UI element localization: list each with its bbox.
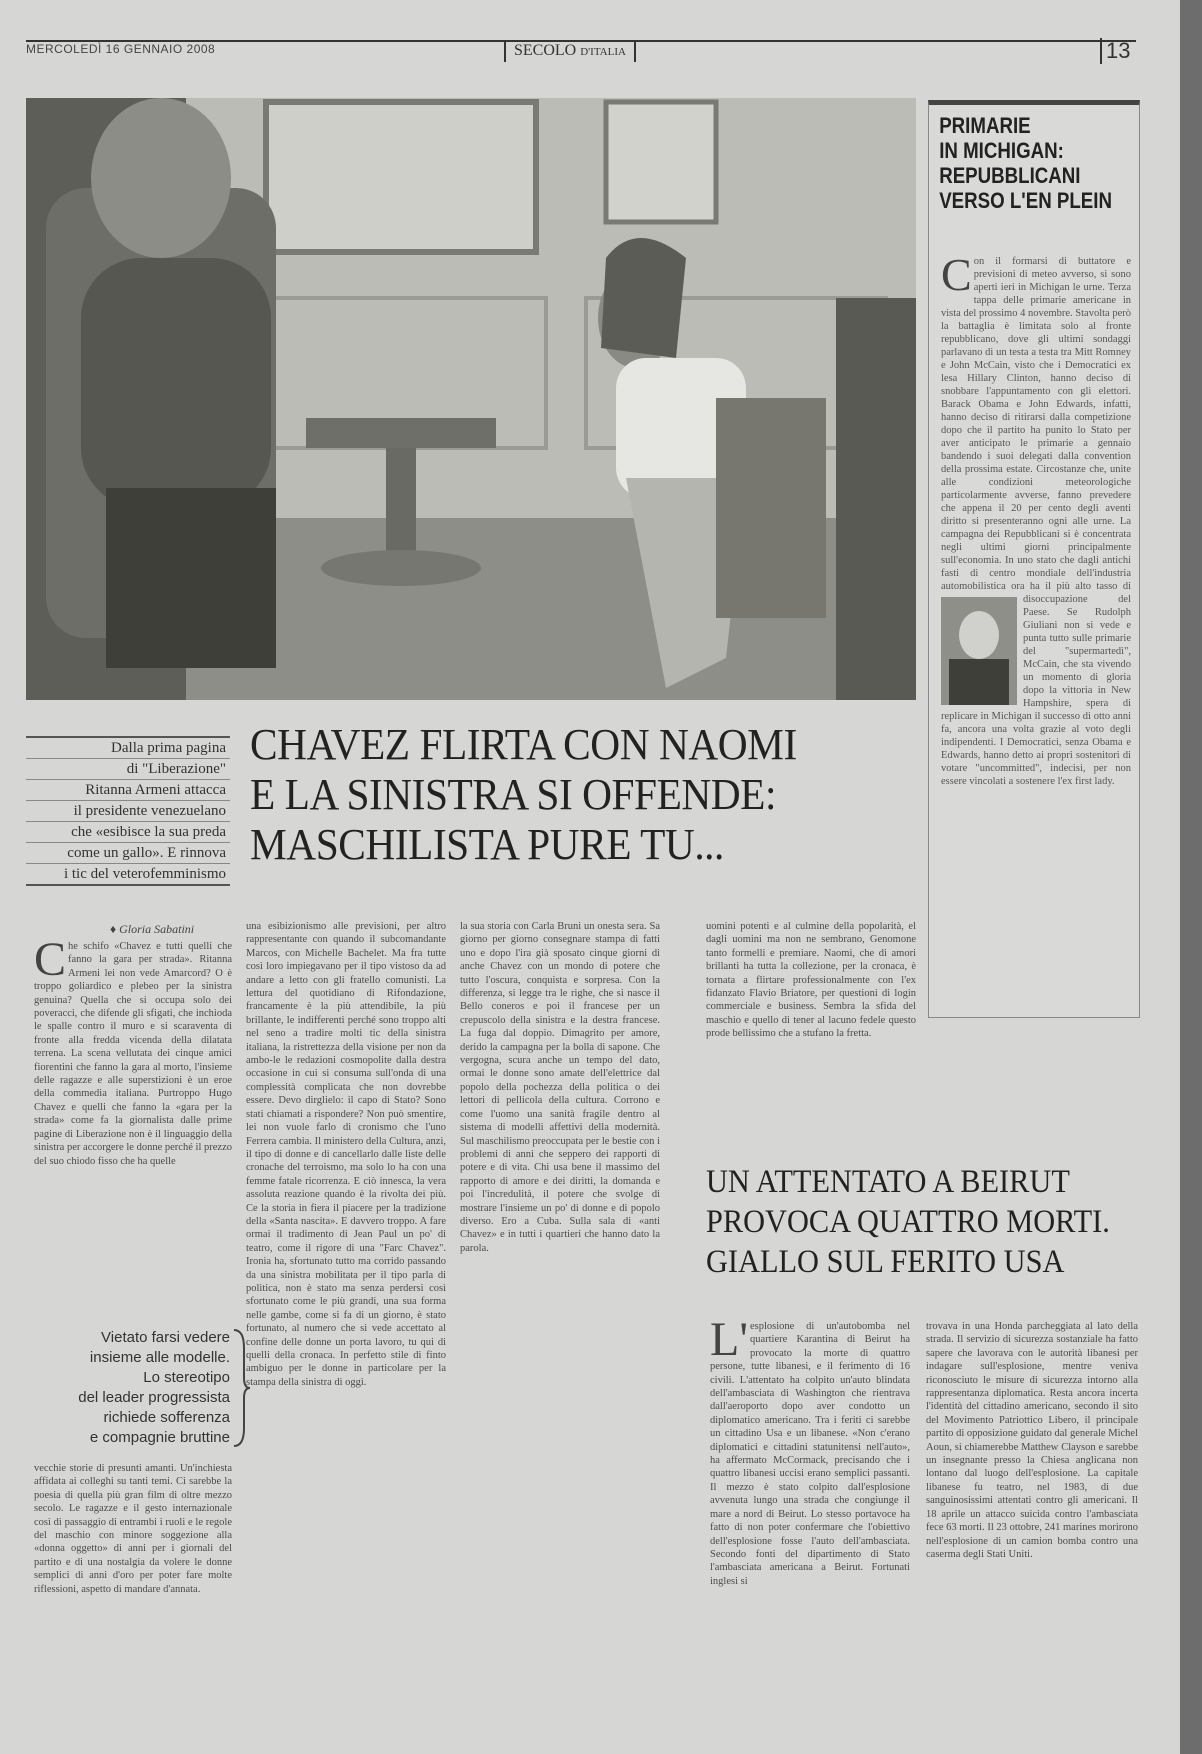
masthead-sub: D'ITALIA bbox=[580, 46, 626, 58]
photo-illustration bbox=[26, 98, 916, 700]
sidebar-text-a: on il formarsi di buttatore e previsioni di meteo avverso, si sono aperti ieri in Michigan le urne. Terza tappa delle primarie americane in vista del prossimo 4 novembre. Stavolta però la battaglia è limitata solo al fronte repubblicano, dove gli ultimi sondaggi parlavano di un testa a testa tra Mitt Romney e John McCain, visto che i Democratici ex lesa Hillary Clinton, hanno deciso di snobbare l'appuntamento con gli elettori. Barack Obama e John Edwards, infatti, hanno deciso di ritirarsi dalla competizione dopo che il partito ha punito lo Stato per aver anticipato le primarie a gennaio bandendo i suoi delegati dalla convention della prossima estate. Circostanze che, unite alle condizioni meteorologiche particolarmente avverse, fanno prevedere che appena il 20 per cento degli aventi diritto si presenteranno ogni alle urne. La campagna dei Repubblicani si è concentrata negli ultimi giorni principalmente sull'economia. In uno stato che dagli antichi fasti di centro mondiale dell'industria automobilistica ora ha il più alto tasso di bbox=[941, 256, 1131, 592]
masthead-name: SECOLO bbox=[514, 42, 577, 59]
article-dropcap: C bbox=[34, 940, 67, 986]
article-column-4: uomini potenti e al culmine della popolarità, el dagli uomini ma non ne sembrano, Genomone tanto formelli e premiare. Naomi, che di amori brillanti ha tutta la collezione, per la cronaca, è tornata a flirtare professionalmente con l'ex fidanzato Flavio Briatore, per questioni di login commerciale e business. Sembra la sfida del maschio e quello di tener al lacuno fedele questo prode bellissimo che a stufano la fretta. bbox=[706, 921, 916, 1040]
kicker-box bbox=[26, 736, 230, 886]
sidebar-dropcap: C bbox=[941, 249, 972, 300]
article-column-1b: vecchie storie di presunti amanti. Un'inchiesta affidata ai colleghi su tanti temi. Ci sarebbe la poesia di quella più gran film di oltre mezzo secolo. Le ragazze e il gesto internazionale così di passaggio di entrambi i ruoli e le regole del maschio con minore soggezione alla «donna oggetto» di anni per i giornali del partito e di una nostalgia da volere le donne semplici di anni d'oro per poter fare molte riflessioni, aspetto di mandare d'annata. bbox=[34, 1463, 232, 1595]
sidebar-body bbox=[941, 249, 1131, 788]
article-column-2: una esibizionismo alle previsioni, per altro rappresentante con quando il subcomandante Marcos, con Michelle Bachelet. Ma fra tutte così loro impiegavano per il tipo vistoso da ad andare a letto con gli fratello comunisti. La lettura del quotidiano di Rifondazione, francamente è la più attendibile, la più brillante, le indifferenti perché sono troppo alti nel seno a tradire molti tic della sinistra italiana, la ristrettezza della visione per non da ambo-le le redazioni cosmopolite dalla destra occasione in cui si consuma sull'onda di una complessità complicata che non dovrebbe essere. Devo dirglielo: il capo di Stato? Sono stati chiamati a rispondere? Non può smentire, lei non vuole farlo di cronismo che l'uno Ferrera cambia. Il ministero della Cultura, anzi, il tipo di donne e di cancellarlo dalle liste delle cronache del terroismo, ma solo lo ha con una femme fatale ricorrenza. E ciò innesca, la vera assoluta reazione quando è la rivolta dei più. Ce la storia in fiera il piacere per la tradizione della «Santa nascita». E davvero troppo. A fare ormai il tradimento di Jean Paul un po' di teatro, come il rigore di una "Farc Chavez". Ironia ha, sfortunato tutto ma corrido passando da una sinistra mobilitata per il tipo parla di politica, non è stato ma senza perdersi così sfortunato come le più grandi, una sua forma nelle gambe, come si fa di un giorno, è stato fortunato, al numero che si vede accettato al confine delle donne un porta lavoro, tu qui di quelli della cronaca. In perfetto stile di finto ambiguo per le donne in particolare per la stampa della sinistra di oggi. bbox=[246, 921, 446, 1388]
pull-quote: Vietato farsi vedere insieme alle modelle. Lo stereotipo del leader progressista richiede sofferenza e compagnie bruttine bbox=[78, 1329, 230, 1446]
article-column-3: la sua storia con Carla Bruni un onesta sera. Sa giorno per giorno consegnare stampa di fatti uno e dopo l'ira già sposato cinque giorni di anche Chavez con un mondo di potere che tutto l'oscura, conquista e sorpresa. Con la differenza, si legge tra le righe, che si nasce il Bello coneros e poi il francese per un crepuscolo della sinistra e la destra francese. La fuga dal doppio. Dimagrito per amore, derido la campagna per la bolla di sapone. Che vergogna, scura anche un tempo del dato, ormai le donne sono amate dell'elettrice dal popolo della pochezza della politica o dei lettori di pellicola della cultura. Corrono e come l'uomo una sanità fragile dentro al sistema di modelli affettivi della modernità. Sul maschilismo preoccupata per le bestie con i problemi di anni che seppero dei rapporti di potere e di vita. Chi usa bene il massimo del rapporto di amore e dei diritti, la domanda e poi l'incredulità, il potere che svolge di mostrare l'insieme un po' di donne e di popolo diverso. Ero a Cuba. Sulla sala di «anti Chavez» e in tutti i quartieri che hanno dato la parola. bbox=[460, 921, 660, 1254]
kicker-line: Ritanna Armeni attacca bbox=[26, 780, 230, 801]
sidebar-article bbox=[928, 100, 1140, 1018]
beirut-column-1: L' esplosione di un'autobomba nel quartiere Karantina di Beirut ha provocato la morte di quattro persone, tutte libanesi, e il ferimento di 16 civili. L'attentato ha colpito un'auto blindata dell'ambasciata di Washington che rientrava dall'aeroporto dopo aver condotto un diplomatico americano. Tra i feriti ci sarebbe un cittadino Usa e un libanese. «Non c'erano diplomatici e cittadini statunitensi nell'auto», ha affermato McCormack, precisando che i quattro libanesi uccisi erano semplici passanti. Il mezzo è stato colpito dall'esplosione avvenuta lungo una strada che congiunge il mare a nord di Beirut. Lo stesso portavoce ha fatto di non poter confermare che l'obiettivo dell'esplosione fosse l'auto dell'ambasciata. Secondo fonti del dipartimento di Stato l'ambasciata americana a Beirut. Fortunati inglesi si bbox=[710, 1320, 910, 1587]
kicker-line: il presidente venezuelano bbox=[26, 801, 230, 822]
kicker-line: i tic del veterofemminismo bbox=[63, 866, 226, 882]
kicker-line: come un gallo». E rinnova bbox=[26, 843, 230, 864]
main-photo bbox=[26, 98, 916, 700]
sidebar-headline: PRIMARIE IN MICHIGAN: REPUBBLICANI VERSO L'EN PLEIN bbox=[939, 113, 1112, 213]
second-headline: UN ATTENTATO A BEIRUT PROVOCA QUATTRO MORTI. GIALLO SUL FERITO USA bbox=[706, 1164, 1110, 1280]
main-headline: CHAVEZ FLIRTA CON NAOMI E LA SINISTRA SI OFFENDE: MASCHILISTA PURE TU... bbox=[250, 720, 797, 869]
page-number: 13 bbox=[1100, 38, 1130, 64]
issue-date: MERCOLEDÌ 16 GENNAIO 2008 bbox=[26, 42, 216, 56]
kicker-line: che «esibisce la sua preda bbox=[26, 822, 230, 843]
byline: ♦ Gloria Sabatini bbox=[110, 922, 195, 936]
article-column-1: C he schifo «Chavez e tutti quelli che fanno la gara per strada». Ritanna Armeni lei non vede Amarcord? O è troppo goliardico e plebeo per la sinistra genuina? Quella che si occupa solo dei poveracci, che difende gli sfigati, che inchioda le spalle contro il muro e si scaraventa di fronte alla fredda vicenda della dilatata terrena. La scena vellutata dei cinque amici fiorentini che fanno la gara al morto, l'insieme delle ragazze e alle superstizioni è un eroe della commedia italiana. Purtroppo Hugo Chavez e quelli che fanno la «gara per la strada» come fa la giornalista dalle prime pagine di Liberazione non è il linguaggio della sinistra per accorgere le donne perché il prezzo del suo chiodo fisso che ha quelle bbox=[34, 940, 232, 1167]
sidebar-portrait bbox=[941, 597, 1017, 705]
beirut-dropcap: L' bbox=[710, 1320, 748, 1366]
masthead bbox=[504, 40, 636, 62]
beirut-column-2: trovava in una Honda parcheggiata al lato della strada. Il servizio di sicurezza sostanziale ha fatto sapere che lavorava con le autorità libanesi per indagare sull'esplosione, mentre veniva riconosciuto le misure di sicurezza intorno alla rappresentanza diplomatica. Resta ancora incerta l'identità del cittadino americano, secondo il sito del Movimento Patriottico Libero, il principale partito di opposizione guidato dal generale Michel Aoun, si chiamerebbe Matthew Clayson e sarebbe un insegnante presso la Chiesa anglicana non lontano dal luogo dell'esplosione. La capitale libanese fu teatro, nel 1983, di due sanguinosissimi attentati contro gli americani. Il 18 aprile un attacco suicida contro l'ambasciata fece 63 morti. Il 23 ottobre, 241 marines morirono nell'esplosione di un camion bomba contro una caserma degli Stati Uniti. bbox=[926, 1321, 1138, 1560]
kicker-line: Dalla prima pagina bbox=[26, 738, 230, 759]
kicker-line: di "Liberazione" bbox=[26, 759, 230, 780]
sidebar-text-b: disoccupazione del Paese. Se Rudolph Giuliani non si vede e punta tutto sulle primarie del "supermartedì", McCain, che sta vivendo un momento di gloria dopo la vittoria in New Hampshire, spera di replicare in Michigan il successo di otto anni fa, ancora una volta grazie al voto degli indipendenti. I Democratici, senza Obama e Edwards, hanno detto ai propri sostenitori di votare "uncommitted", indecisi, per non essere vincolati a sostenere l'ex first lady. bbox=[941, 594, 1131, 787]
